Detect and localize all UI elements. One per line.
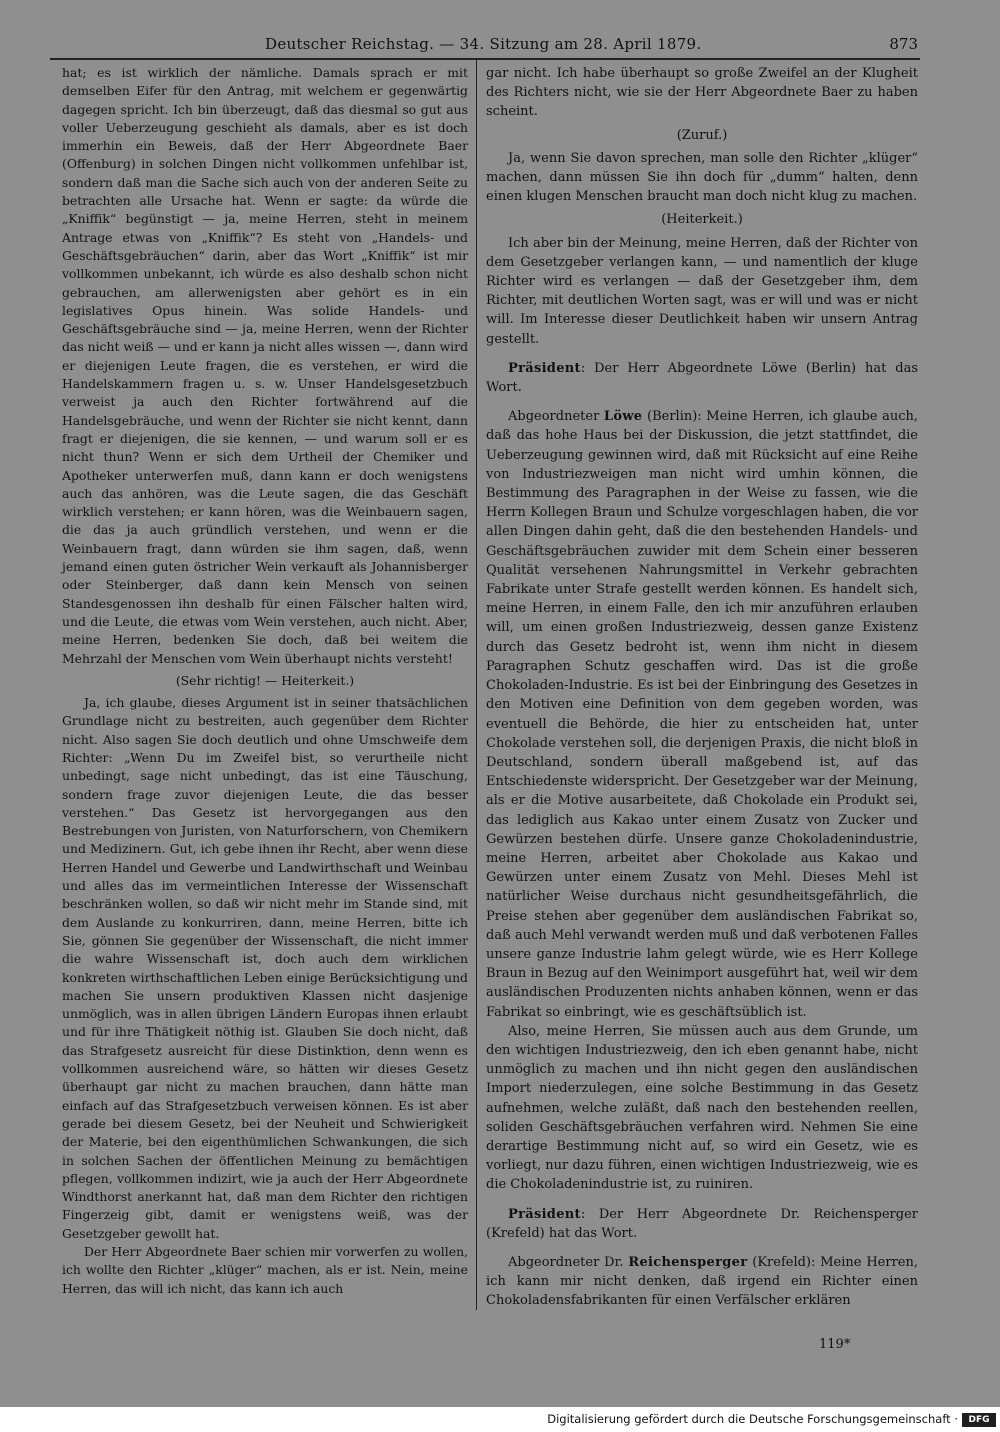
paragraph: Ich aber bin der Meinung, meine Herren, daß der Richter von dem Gesetzgeber verlangen kann, — und namentlich der kluge Richter wird es verlangen — daß der Gesetzgeber ihm, dem Richter, mit deutlichen Worten sagt, was er will und was er nicht will. Im Interesse dieser Deutlichkeit haben wir unsern Antrag gestellt.: [486, 235, 918, 347]
speaker-text: (Krefeld): Meine Herren, ich kann mir nicht denken, daß irgend ein Richter einen Chokoladensfabrikanten für einen Verfälscher erklären: [486, 1254, 918, 1309]
interjection: (Zuruf.): [676, 127, 728, 143]
column-divider: [476, 60, 477, 1310]
left-column: [62, 64, 468, 1298]
right-column: [486, 64, 918, 1311]
speaker-entry: [486, 407, 918, 1022]
speaker-prefix: Abgeordneter Dr.: [508, 1254, 629, 1270]
paragraph: Ja, ich glaube, dieses Argument ist in seiner thatsächlichen Grundlage nicht zu bestreiten, auch gegenüber dem Richter nicht. Also sagen Sie doch deutlich und ohne Umschweife dem Richter: „Wenn Du im Zweifel bist, so verurtheile nicht unbedingt, sage nicht unbedingt, das ist eine Täuschung, sondern frage zuvor diejenigen Leute, die das besser verstehen.“ Das Gesetz ist hervorgegangen aus den Bestrebungen von Juristen, von Naturforschern, von Chemikern und Medizinern. Gut, ich gebe ihnen ihr Recht, aber wenn diese Herren Handel und Gewerbe und Landwirthschaft und Weinbau und alles das im vermeintlichen Interesse der Wissenschaft beschränken wollen, so daß wir nicht mehr im Stande sind, mit dem Auslande zu konkurriren, dann, meine Herren, bitte ich Sie, gönnen Sie gegenüber der Wissenschaft, die nicht immer die wahre Wissenschaft ist, doch auch dem wirklichen konkreten wirthschaftlichen Leben einige Berücksichtigung und machen Sie unsern produktiven Klassen nicht dasjenige unmöglich, was in allen übrigen Ländern Europas ihnen erlaubt und für ihre Thätigkeit nöthig ist. Glauben Sie doch nicht, daß das Strafgesetz ausreicht für diese Distinktion, denn wenn es vollkommen ausreichend wäre, so hätten wir dieses Gesetz überhaupt gar nicht zu machen brauchen, dann hätte man einfach auf das Strafgesetzbuch verweisen können. Es ist aber gerade bei diesem Gesetz, bei der Neuheit und Schwierigkeit der Materie, bei den eigenthümlichen Schwankungen, die sich in solchen Sachen der öffentlichen Meinung zu bemächtigen pflegen, vollkommen indizirt, wie ja auch der Herr Abgeordnete Windthorst anerkannt hat, daß man dem Richter den richtigen Fingerzeig gibt, damit er wenigstens weiß, was der Gesetzgeber gewollt hat.: [62, 695, 468, 1241]
paragraph: Ja, wenn Sie davon sprechen, man solle den Richter „klüger“ machen, dann müssen Sie ihn doch für „dumm“ halten, denn einen klugen Menschen braucht man doch nicht klug zu machen.: [486, 150, 918, 205]
signature-mark: 119*: [819, 1337, 851, 1352]
paragraph: Der Herr Abgeordnete Baer schien mir vorwerfen zu wollen, ich wollte den Richter „klüger“ machen, als er ist. Nein, meine Herren, das will ich nicht, das kann ich auch: [62, 1244, 468, 1296]
speaker-prefix: Abgeordneter: [508, 409, 604, 425]
interjection: (Heiterkeit.): [661, 212, 743, 228]
speaker-text: (Berlin): Meine Herren, ich glaube auch, daß das hohe Haus bei der Diskussion, die jetzt stattfindet, die Ueberzeugung gewinnen wird, daß mit Rücksicht auf eine Reihe von Industriezweigen man nicht wird umhin können, die Bestimmung des Paragraphen in der Weise zu fassen, wie die Herrn Kollegen Braun und Schulze vorgeschlagen haben, die vor allen Dingen dahin geht, daß die den bestehenden Handels- und Geschäftsgebräuchen zuwider mit dem Schein einer besseren Qualität versehenen Nahrungsmittel in Verkehr gebrachten Fabrikate unter Strafe gestellt werden können. Es handelt sich, meine Herren, in einem Falle, den ich mir anzuführen erlauben will, um einen großen Industriezweig, dessen ganze Existenz durch das Gesetz bedroht ist, wenn ihm nicht in diesem Paragraphen Schutz geschaffen wird. Das ist die große Chokoladen-Industrie. Es ist bei der Einbringung des Gesetzes in den Motiven eine Definition von dem gegeben worden, was eventuell die Behörde, die hier zu entscheiden hat, unter Chokolade verstehen soll, die derjenigen Praxis, die nicht bloß in Deutschland, sondern überall maßgebend ist, auf das Entschiedenste widerspricht. Der Gesetzgeber war der Meinung, als er die Motive ausarbeitete, daß Chokolade ein Produkt sei, das lediglich aus Kakao unter einem Zusatz von Zucker und Gewürzen bestehen dürfe. Unsere ganze Chokoladenindustrie, meine Herren, arbeitet aber Chokolade aus Kakao und Gewürzen unter einem Zusatz von Mehl. Dieses Mehl ist natürlicher Weise durchaus nicht gesundheitsgefährlich, die Preise stehen aber gegenüber dem ausländischen Fabrikat so, daß auch Mehl verwandt werden muß und daß verbotenen Falles unsere ganze Industrie lahm gelegt würde, wie es Herr Kollege Braun in Bezug auf den Weinimport ausgeführt hat, weil wir dem ausländischen Produzenten nichts anhaben können, wenn er das Fabrikat so einbringt, wie es geschäftsüblich ist.: [486, 409, 918, 1020]
interjection: (Sehr richtig! — Heiterkeit.): [175, 672, 355, 688]
header-rule: [50, 58, 920, 60]
speaker-text: : Der Herr Abgeordnete Dr. Reichensperger (Krefeld) hat das Wort.: [486, 1206, 918, 1241]
page-number: 873: [889, 35, 918, 53]
footer-bar: [0, 1408, 1000, 1432]
speaker-text: : Der Herr Abgeordnete Löwe (Berlin) hat das Wort.: [486, 360, 918, 396]
speaker-name: Löwe: [603, 409, 643, 425]
running-title: Deutscher Reichstag. — 34. Sitzung am 28. April 1879.: [265, 35, 702, 53]
speaker-label: Präsident: [508, 360, 581, 376]
speaker-label: Präsident: [508, 1206, 581, 1222]
dfg-logo: DFG: [962, 1413, 996, 1427]
speaker-name: Reichensperger: [628, 1254, 748, 1270]
paragraph: Also, meine Herren, Sie müssen auch aus dem Grunde, um den wichtigen Industriezweig, den ich eben genannt habe, nicht unmöglich zu machen und ihn nicht gegen den ausländischen Import niederzulegen, eine solche Bestimmung in das Gesetz aufnehmen, welche zuläßt, daß nach den bestehenden reellen, soliden Geschäftsgebräuchen verfahren wird. Nehmen Sie eine derartige Bestimmung nicht auf, so wird ein Gesetz, wie es vorliegt, nur dazu führen, einen wichtigen Industriezweig, wie es die Chokoladenindustrie ist, zu ruiniren.: [486, 1023, 918, 1193]
page-header: [40, 33, 920, 55]
speaker-entry: [486, 359, 918, 397]
paragraph: gar nicht. Ich habe überhaupt so große Zweifel an der Klugheit des Richters nicht, wie sie der Herr Abgeordnete Baer zu haben scheint.: [486, 66, 918, 120]
paragraph: hat; es ist wirklich der nämliche. Damals sprach er mit demselben Eifer für den Antrag, mit welchem er gegenwärtig dagegen spricht. Ich bin überzeugt, daß das diesmal so gut aus voller Ueberzeugung geschieht als damals, aber es ist doch immerhin ein Beweis, daß der Herr Abgeordnete Baer (Offenburg) in solchen Dingen nicht vollkommen unfehlbar ist, sondern daß man die Sache sich auch von der anderen Seite zu betrachten alle Ursache hat. Wenn er sagte: da würde die „Kniffik“ begünstigt — ja, meine Herren, steht in meinem Antrage etwas von „Kniffik“? Es steht von „Handels- und Geschäftsgebräuchen“ darin, aber das Wort „Kniffik“ ist mir vollkommen unbekannt, ich würde es also deshalb schon nicht gebrauchen, am allerwenigsten aber gehört es in ein legislatives Opus hinein. Was solide Handels- und Geschäftsgebräuche sind — ja, meine Herren, wenn der Richter das nicht weiß — und er kann ja nicht alles wissen —, dann wird er diejenigen Leute fragen, die es verstehen, er wird die Handelskammern fragen u. s. w. Unser Handelsgesetzbuch verweist ja auch den Richter fortwährend auf die Handelsgebräuche, und wenn der Richter sie nicht kennt, dann fragt er diejenigen, die sie kennen, — und warum soll er es nicht thun? Wenn er sich dem Urtheil der Chemiker und Apotheker unterwerfen muß, dann kann er doch wenigstens auch das anhören, was die Leute sagen, die das Geschäft wirklich verstehen; er kann hören, was die Weinbauern sagen, die das ja auch gründlich verstehen, und wenn er die Weinbauern fragt, dann würden sie ihm sagen, daß, wenn jemand einen guten östricher Wein verkauft als Johannisberger oder Steinberger, daß dann kein Mensch von seinen Standesgenossen ihn deshalb für einen Fälscher halten wird, und die Leute, die etwas vom Wein verstehen, auch nicht. Aber, meine Herren, bedenken Sie doch, daß bei weitem die Mehrzahl der Menschen vom Wein überhaupt nichts versteht!: [62, 65, 468, 666]
funding-note: Digitalisierung gefördert durch die Deutsche Forschungsgemeinschaft ·: [547, 1412, 958, 1426]
speaker-entry: [486, 1253, 918, 1311]
speaker-entry: [486, 1205, 918, 1243]
